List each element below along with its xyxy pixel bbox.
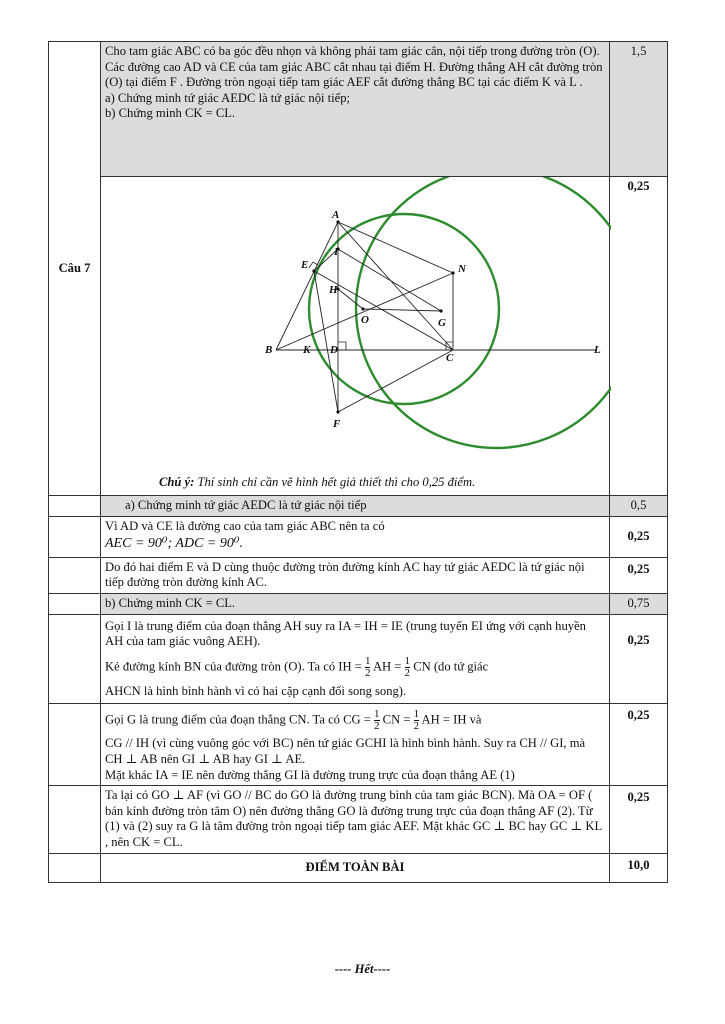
part-b-step1-p2b: AH = [372, 659, 402, 674]
part-b-step2-points: 0,25 [610, 704, 668, 786]
frac-half-3: $\frac{1}{2}$ [374, 708, 380, 733]
label-h: H [329, 284, 338, 296]
part-b-step2-p1b: CN = [382, 712, 411, 727]
label-o: O [361, 314, 369, 326]
part-a-step1-line2: AEC = 90⁰; ADC = 90⁰. [105, 536, 243, 552]
part-b-step2-p2: CG // IH (vì cùng vuông góc với BC) nên tứ giác GCHI là hình bình hành. Suy ra CH // GI, mà CH ⊥ AB nên GI ⊥ AB hay GI ⊥ AE. [105, 736, 586, 766]
part-a-heading: a) Chứng minh tứ giác AEDC là tứ giác nội tiếp [101, 496, 610, 517]
geometry-figure [101, 177, 611, 495]
problem-part-b: b) Chứng minh CK = CL. [105, 106, 236, 121]
label-c: C [446, 352, 454, 364]
figure-lines [276, 222, 597, 412]
label-d: D [330, 344, 338, 356]
question-label: Câu 7 [49, 42, 101, 496]
part-b-step3-points: 0,25 [610, 786, 668, 853]
part-a-step2: Do đó hai điểm E và D cùng thuộc đường tròn đường kính AC hay tứ giác AEDC là tứ giác nội tiếp đường tròn đường kính AC. [101, 557, 610, 593]
problem-part-a: a) Chứng minh tứ giác AEDC là tứ giác nội tiếp; [105, 90, 351, 105]
total-points: 10,0 [610, 853, 668, 882]
label-e: E [301, 259, 309, 271]
frac-half-2: $\frac{1}{2}$ [404, 654, 411, 679]
part-b-step2 [101, 704, 610, 786]
figure-note [159, 475, 475, 491]
part-a-step1 [101, 516, 610, 557]
label-a: A [332, 209, 340, 221]
frac-half-4: $\frac{1}{2}$ [413, 708, 420, 733]
part-a-step2-points: 0,25 [610, 557, 668, 593]
solution-table [48, 41, 668, 883]
part-b-step3: Ta lại có GO ⊥ AF (vì GO // BC do GO là đường trung bình của tam giác BCN). Mà OA = OF ( bán kính đường tròn tâm O) nên đường thẳng GO là đường trung trực của đoạn thẳng AF (2). Từ (1) và (2) suy ra G là tâm đường tròn ngoại tiếp tam giác AEF. Mặt khác GC ⊥ BC hay GC ⊥ KL , nên CK = CL. [101, 786, 610, 853]
part-b-step1-p2c: CN (do tứ giác [413, 659, 489, 674]
note-text: Thí sinh chỉ cần vẽ hình hết giả thiết thì cho 0,25 điểm. [194, 475, 476, 489]
part-a-step1-line1: Vì AD và CE là đường cao của tam giác ABC nên ta có [105, 518, 385, 533]
problem-text: Cho tam giác ABC có ba góc đều nhọn và không phải tam giác cân, nội tiếp trong đường tròn (O). Các đường cao AD và CE của tam giác ABC cắt nhau tại điểm H. Đường thẳng AH cắt đường tròn (O) tại điểm F . Đường tròn ngoại tiếp tam giác AEF cắt đường thẳng BC tại các điểm K và L . [105, 44, 603, 90]
part-a-points: 0,5 [610, 496, 668, 517]
label-g: G [438, 317, 446, 329]
part-b-step2-p1a: Gọi G là trung điểm của đoạn thẳng CN. Ta có CG = [105, 712, 371, 727]
part-b-step1-p3: AHCN là hình bình hành vì có hai cặp cạnh đối song song). [105, 683, 407, 698]
label-b: B [265, 344, 273, 356]
label-i: I [334, 246, 339, 258]
label-l: L [594, 344, 601, 356]
part-a-step1-points: 0,25 [610, 516, 668, 557]
part-b-step2-p1c: AH = IH và [421, 712, 482, 727]
frac-half-1: $\frac{1}{2}$ [364, 654, 371, 679]
total-label: ĐIỂM TOÀN BÀI [101, 853, 610, 882]
part-b-step1-points: 0,25 [610, 614, 668, 704]
part-b-step1-p2 [105, 656, 605, 679]
part-b-step1-p1: Gọi I là trung điểm của đoạn thẳng AH suy ra IA = IH = IE (trung tuyến EI ứng với cạnh huyền AH của tam giác vuông AEH). [105, 618, 586, 649]
label-f: F [333, 418, 341, 430]
part-b-step1 [101, 614, 610, 704]
part-b-step2-p3: Mặt khác IA = IE nên đường thẳng GI là đường trung trực của đoạn thẳng AE (1) [105, 767, 515, 782]
part-b-heading: b) Chứng minh CK = CL. [101, 593, 610, 614]
figure-points: 0,25 [610, 177, 668, 496]
part-b-points: 0,75 [610, 593, 668, 614]
problem-points: 1,5 [610, 42, 668, 177]
figure-cell [101, 177, 610, 496]
label-k: K [303, 344, 311, 356]
circle-o [309, 214, 499, 404]
label-n: N [458, 263, 466, 275]
part-b-step1-p2a: Kẻ đường kính BN của đường tròn (O). Ta có IH = [105, 659, 362, 674]
problem-statement [101, 42, 610, 177]
note-lead: Chú ý: [159, 475, 195, 489]
part-b-step2-p1 [105, 709, 605, 732]
circle-aef [356, 177, 611, 448]
footer-end: ---- Hết---- [334, 962, 391, 976]
